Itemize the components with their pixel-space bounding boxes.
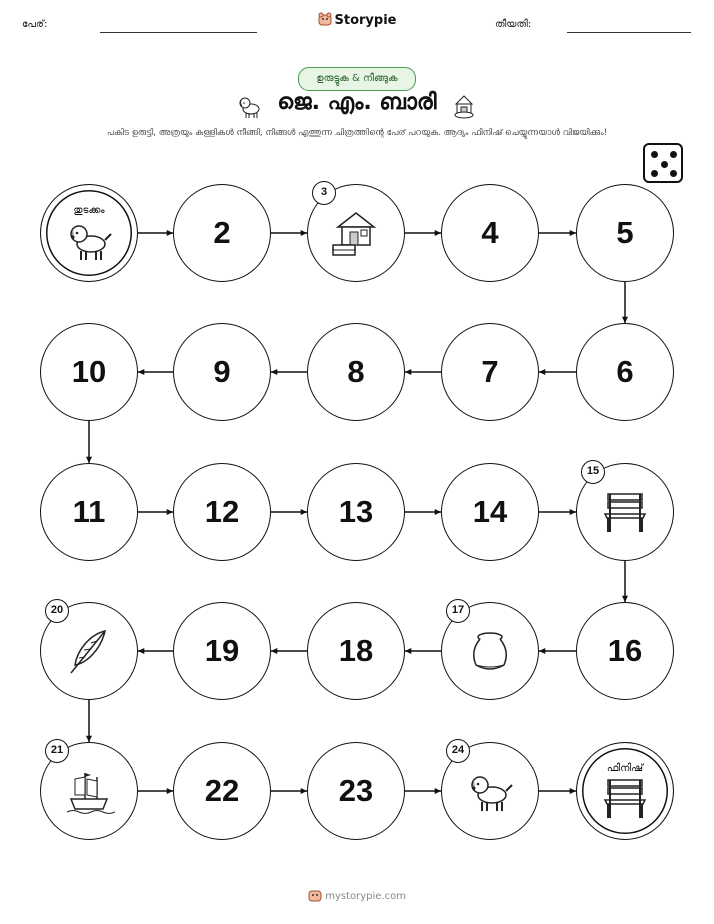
ship-icon <box>63 765 115 817</box>
board-cell-22 <box>173 742 271 840</box>
pot-icon <box>464 625 516 677</box>
cell-number: 4 <box>481 215 499 250</box>
board-cell-8 <box>307 323 405 421</box>
dog-icon <box>63 214 115 266</box>
cell-caption: ഫിനിഷ് <box>606 763 644 774</box>
board-cell-19 <box>173 602 271 700</box>
path-arrow <box>271 509 307 515</box>
feather-icon <box>63 625 115 677</box>
path-arrow <box>622 282 628 323</box>
board-cell-20 <box>40 602 138 700</box>
brand-name: Storypie <box>334 13 397 28</box>
board-cell-21 <box>40 742 138 840</box>
path-arrow <box>138 369 173 375</box>
path-arrow <box>622 561 628 602</box>
cell-number: 16 <box>607 633 643 668</box>
path-arrow <box>86 700 92 742</box>
date-label: തീയതി: <box>495 19 532 30</box>
cell-number-badge: 20 <box>45 599 69 623</box>
board-cell-2 <box>173 184 271 282</box>
board-cell-3 <box>307 184 405 282</box>
cell-number: 6 <box>616 354 634 389</box>
board-cell-5 <box>576 184 674 282</box>
board-cell-23 <box>307 742 405 840</box>
path-arrow <box>405 648 441 654</box>
footer-site <box>0 888 714 902</box>
path-arrow <box>271 230 307 236</box>
path-arrow <box>539 788 576 794</box>
board-cell-14 <box>441 463 539 561</box>
page-title: ജെ. എം. ബാരി <box>277 90 437 115</box>
path-arrow <box>405 369 441 375</box>
board-cell-24 <box>441 742 539 840</box>
start-cell <box>40 184 138 282</box>
cell-number: 23 <box>338 773 374 808</box>
cell-number: 10 <box>71 354 107 389</box>
board-cell-16 <box>576 602 674 700</box>
board-cell-12 <box>173 463 271 561</box>
path-arrow <box>539 230 576 236</box>
path-arrow <box>138 788 173 794</box>
path-arrow <box>138 509 173 515</box>
cell-number: 5 <box>616 215 634 250</box>
instructions: പകിട ഉരുട്ടി, അത്രയും കള്ളികൾ നീങ്ങി, നിങ്ങൾ എത്തുന്ന ചിത്രത്തിന്റെ പേര് പറയുക. ആദ്യം ഫിനിഷ് ചെയ്യുന്നയാൾ വിജയിക്കും! <box>106 128 608 138</box>
board-cell-7 <box>441 323 539 421</box>
cell-number: 19 <box>204 633 240 668</box>
board-cell-17 <box>441 602 539 700</box>
cell-number: 11 <box>72 494 106 529</box>
cell-number-badge: 21 <box>45 739 69 763</box>
cell-number-badge: 3 <box>312 181 336 205</box>
board-cell-18 <box>307 602 405 700</box>
board-cell-11 <box>40 463 138 561</box>
path-arrow <box>539 509 576 515</box>
cell-caption: തുടക്കം <box>73 205 105 216</box>
cell-number: 9 <box>213 354 231 389</box>
board-cell-9 <box>173 323 271 421</box>
path-arrow <box>271 369 307 375</box>
activity-tag: ഉരുട്ടുക & നീങ്ങുക <box>298 67 416 91</box>
path-arrow <box>138 230 173 236</box>
cell-number: 12 <box>204 494 240 529</box>
board-cell-10 <box>40 323 138 421</box>
path-arrow <box>271 648 307 654</box>
path-arrow <box>539 369 576 375</box>
footer-url: mystorypie.com <box>325 891 406 902</box>
path-arrow <box>271 788 307 794</box>
cell-number: 7 <box>481 354 499 389</box>
dog-icon <box>464 765 516 817</box>
path-arrow <box>539 648 576 654</box>
path-arrow <box>138 648 173 654</box>
bench-icon <box>599 486 651 538</box>
board-cell-15 <box>576 463 674 561</box>
cell-number-badge: 24 <box>446 739 470 763</box>
cell-number: 13 <box>338 494 374 529</box>
cell-number: 2 <box>213 215 231 250</box>
cell-number-badge: 17 <box>446 599 470 623</box>
board-cell-4 <box>441 184 539 282</box>
storypie-logo-icon <box>308 888 322 902</box>
board-cell-13 <box>307 463 405 561</box>
cell-number: 14 <box>472 494 508 529</box>
cell-number: 18 <box>338 633 374 668</box>
name-label: പേര്: <box>22 19 48 30</box>
well-icon <box>330 207 382 259</box>
path-arrow <box>405 509 441 515</box>
bench-icon <box>599 772 651 824</box>
path-arrow <box>405 788 441 794</box>
board-cell-6 <box>576 323 674 421</box>
cell-number: 8 <box>347 354 365 389</box>
cell-number: 22 <box>204 773 240 808</box>
finish-cell <box>576 742 674 840</box>
path-arrow <box>405 230 441 236</box>
cell-number-badge: 15 <box>581 460 605 484</box>
path-arrow <box>86 421 92 463</box>
